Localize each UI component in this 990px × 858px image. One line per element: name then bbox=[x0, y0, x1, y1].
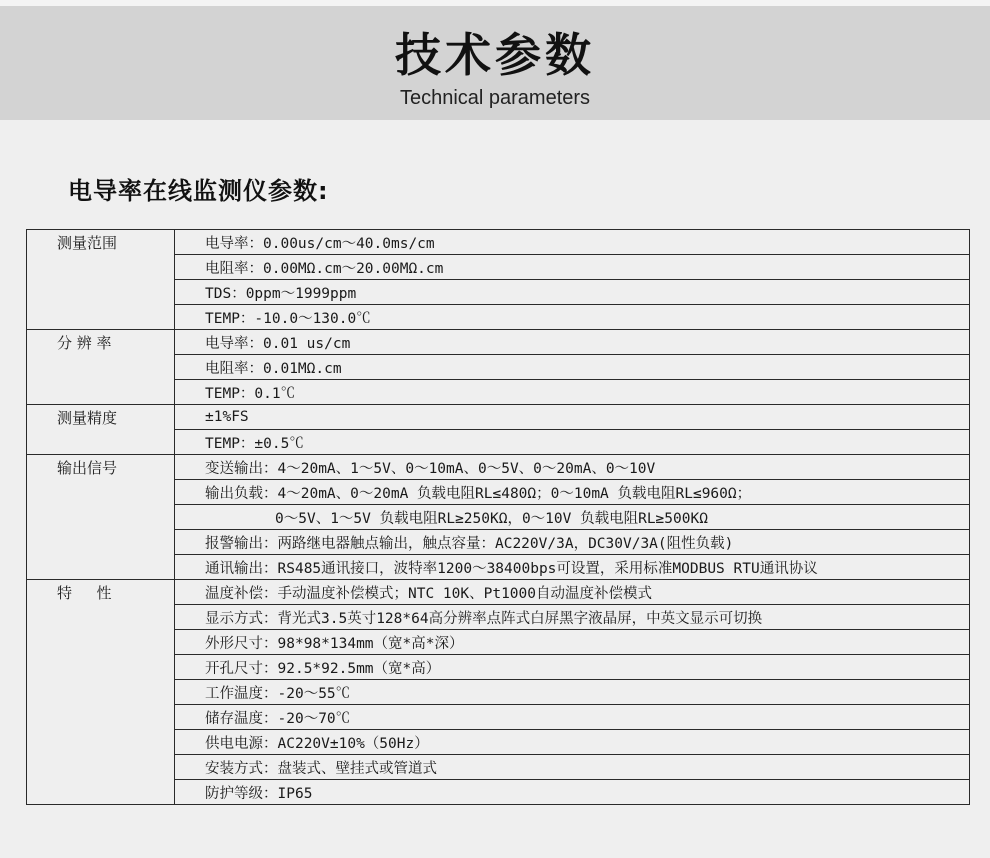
table-row bbox=[27, 405, 970, 430]
header-banner bbox=[0, 0, 990, 120]
param-value: 电导率：0.00us/cm～40.0ms/cm bbox=[175, 230, 970, 255]
page-title: 技术参数 bbox=[395, 28, 595, 82]
param-value: 储存温度：-20～70℃ bbox=[175, 705, 970, 730]
parameters-table bbox=[26, 229, 970, 805]
param-value: TEMP：0.1℃ bbox=[175, 380, 970, 405]
param-value: 0～5V、1～5V 负载电阻RL≥250KΩ，0～10V 负载电阻RL≥500KΩ bbox=[175, 505, 970, 530]
param-value: 输出负载：4～20mA、0～20mA 负载电阻RL≤480Ω；0～10mA 负载电阻RL≤960Ω； bbox=[175, 480, 970, 505]
param-value: 温度补偿：手动温度补偿模式；NTC 10K、Pt1000自动温度补偿模式 bbox=[175, 580, 970, 605]
param-value: 防护等级：IP65 bbox=[175, 780, 970, 805]
table-row bbox=[27, 330, 970, 355]
category-accuracy: 测量精度 bbox=[27, 405, 175, 455]
param-value: 电阻率：0.00MΩ.cm～20.00MΩ.cm bbox=[175, 255, 970, 280]
param-value: 电导率：0.01 us/cm bbox=[175, 330, 970, 355]
param-value: 通讯输出：RS485通讯接口，波特率1200～38400bps可设置，采用标准MODBUS RTU通讯协议 bbox=[175, 555, 970, 580]
param-value: 供电电源：AC220V±10%（50Hz） bbox=[175, 730, 970, 755]
param-value: 电阻率：0.01MΩ.cm bbox=[175, 355, 970, 380]
param-value: 显示方式：背光式3.5英寸128*64高分辨率点阵式白屏黑字液晶屏，中英文显示可切换 bbox=[175, 605, 970, 630]
category-resolution: 分 辨 率 bbox=[27, 330, 175, 405]
param-value: TDS：0ppm～1999ppm bbox=[175, 280, 970, 305]
param-value: 报警输出：两路继电器触点输出，触点容量：AC220V/3A，DC30V/3A(阻性负载) bbox=[175, 530, 970, 555]
param-value: 工作温度：-20～55℃ bbox=[175, 680, 970, 705]
table-row bbox=[27, 230, 970, 255]
param-value: 安装方式：盘装式、壁挂式或管道式 bbox=[175, 755, 970, 780]
category-measurement-range: 测量范围 bbox=[27, 230, 175, 330]
category-output-signal: 输出信号 bbox=[27, 455, 175, 580]
param-value: 变送输出：4～20mA、1～5V、0～10mA、0～5V、0～20mA、0～10V bbox=[175, 455, 970, 480]
param-value: TEMP：±0.5℃ bbox=[175, 430, 970, 455]
table-row bbox=[27, 580, 970, 605]
table-row bbox=[27, 455, 970, 480]
section-title: 电导率在线监测仪参数: bbox=[68, 177, 329, 205]
param-value: ±1%FS bbox=[175, 405, 970, 430]
param-value: 开孔尺寸：92.5*92.5mm（宽*高） bbox=[175, 655, 970, 680]
param-value: 外形尺寸：98*98*134mm（宽*高*深） bbox=[175, 630, 970, 655]
category-characteristics: 特 性 bbox=[27, 580, 175, 805]
param-value: TEMP：-10.0～130.0℃ bbox=[175, 305, 970, 330]
page-subtitle: Technical parameters bbox=[399, 87, 591, 109]
